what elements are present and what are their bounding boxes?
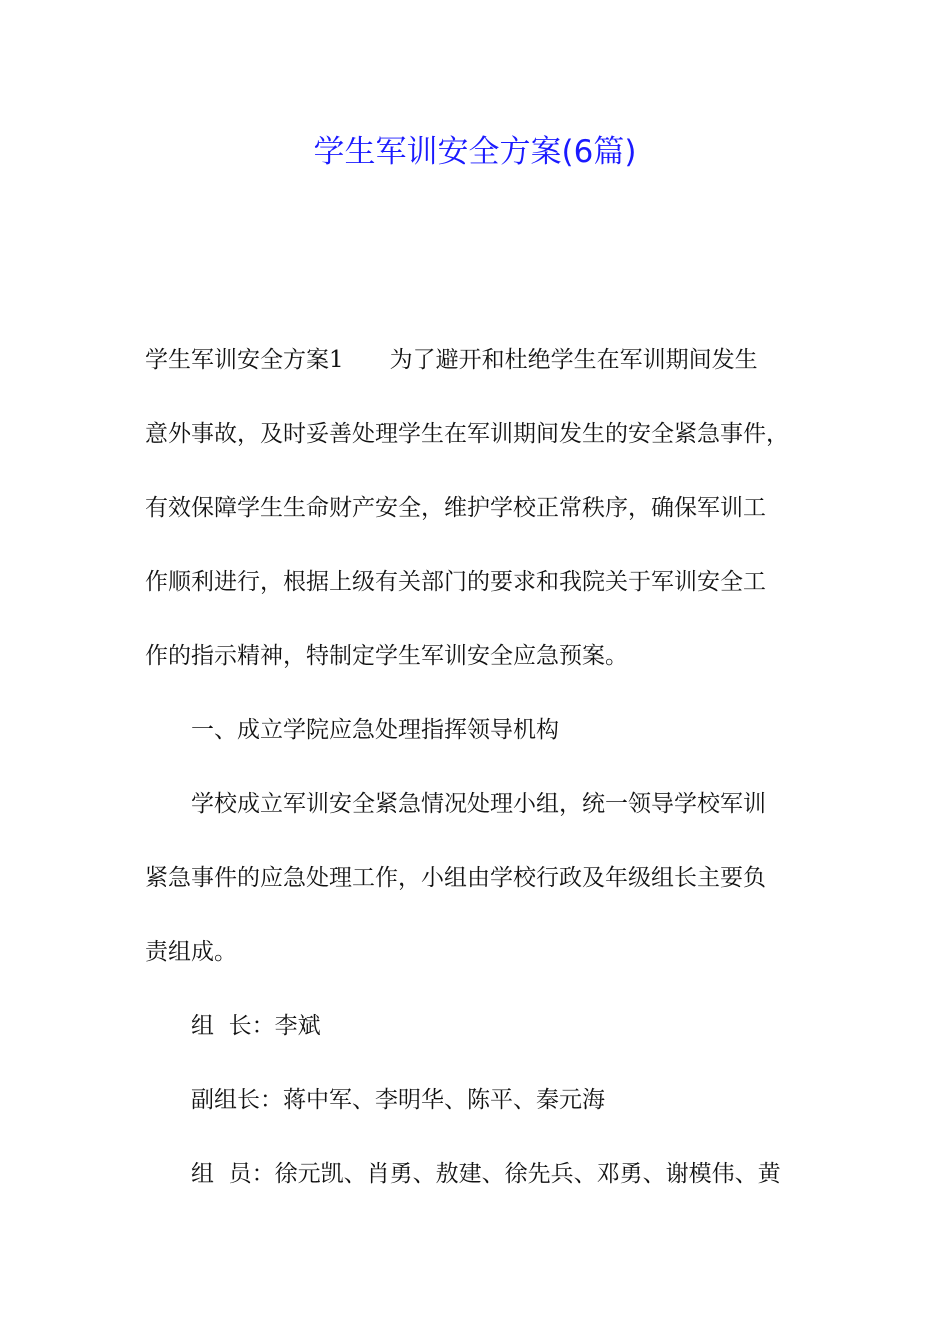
document-title: 学生军训安全方案(6篇): [313, 134, 637, 170]
members-line: 组 员：徐元凯、肖勇、敖建、徐先兵、邓勇、谢模伟、黄: [191, 1161, 781, 1187]
paragraph-line: 作顺利进行，根据上级有关部门的要求和我院关于军训安全工: [145, 569, 766, 595]
document-body: [145, 323, 810, 1211]
section-label: 学生军训安全方案1: [145, 347, 344, 373]
deputy-leader-line: 副组长：蒋中军、李明华、陈平、秦元海: [191, 1087, 605, 1113]
paragraph-line: 责组成。: [145, 939, 237, 965]
paragraph-line: 意外事故，及时妥善处理学生在军训期间发生的安全紧急事件，: [145, 421, 789, 447]
paragraph-line: 紧急事件的应急处理工作，小组由学校行政及年级组长主要负: [145, 865, 766, 891]
paragraph-text: 为了避开和杜绝学生在军训期间发生: [389, 347, 758, 373]
paragraph-line: [145, 323, 810, 397]
section-heading: 一、成立学院应急处理指挥领导机构: [191, 717, 559, 743]
paragraph-line: 有效保障学生生命财产安全，维护学校正常秩序，确保军训工: [145, 495, 766, 521]
paragraph-line: 学校成立军训安全紧急情况处理小组，统一领导学校军训: [191, 791, 766, 817]
leader-line: 组 长：李斌: [191, 1013, 321, 1039]
paragraph-line: 作的指示精神，特制定学生军训安全应急预案。: [145, 643, 628, 669]
